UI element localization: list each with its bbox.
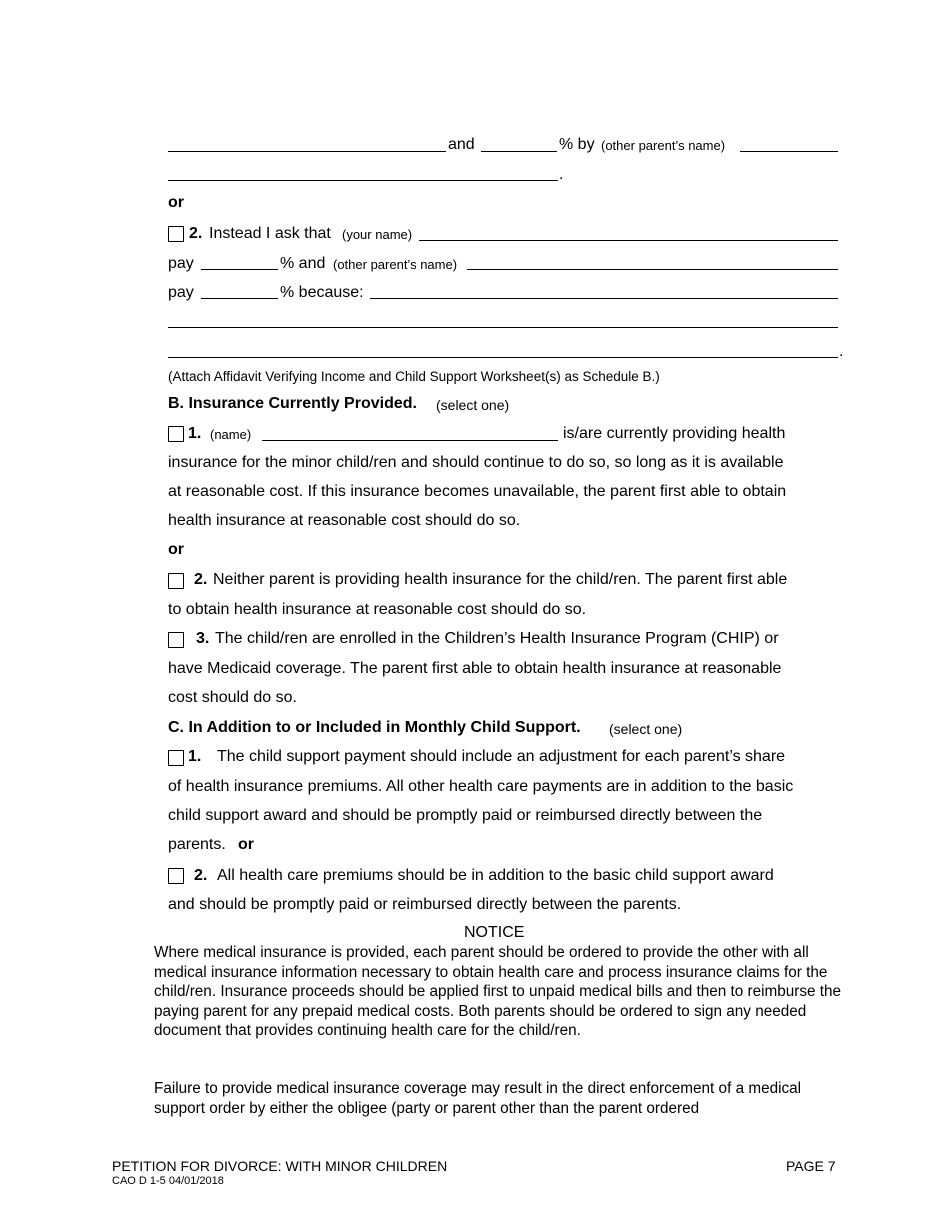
pay-label-2: pay xyxy=(168,284,194,301)
percent-blank-3[interactable] xyxy=(201,298,278,299)
section-c-option-2-number: 2. xyxy=(194,867,208,884)
other-parent-name-field[interactable] xyxy=(740,151,838,152)
other-parent-name-field-2[interactable] xyxy=(467,269,838,270)
instead-label: Instead I ask that xyxy=(209,225,331,242)
other-parent-name-label-2: (other parent’s name) xyxy=(333,257,458,272)
section-b-option-2-line-1: Neither parent is providing health insurance for the child/ren. The parent first able xyxy=(213,571,788,588)
percent-because-label: % because: xyxy=(280,284,364,301)
percent-blank-1[interactable] xyxy=(481,151,557,152)
or-label: or xyxy=(168,194,184,211)
section-b-option-1-text: is/are currently providing health xyxy=(563,425,786,442)
attach-note: (Attach Affidavit Verifying Income and Child Support Worksheet(s) as Schedule B.) xyxy=(168,369,660,384)
section-b-option-1-line-3: at reasonable cost. If this insurance becomes unavailable, the parent first able to obtain xyxy=(168,483,787,500)
section-c-option-1-line-3: child support award and should be promptly paid or reimbursed directly between the xyxy=(168,807,763,824)
section-c-select-note: (select one) xyxy=(609,721,683,737)
section-b-option-2-line-2: to obtain health insurance at reasonable cost should do so. xyxy=(168,601,587,618)
section-b-select-note: (select one) xyxy=(436,397,510,413)
section-b-option-3-line-2: have Medicaid coverage. The parent first able to obtain health insurance at reasonable xyxy=(168,660,782,677)
section-b-option-1-line-4: health insurance at reasonable cost should do so. xyxy=(168,512,521,529)
section-b-option-1-number: 1. xyxy=(188,425,202,442)
section-c-option-2-checkbox[interactable] xyxy=(168,868,184,884)
option-2-checkbox[interactable] xyxy=(168,226,184,242)
section-b-option-3-line-1: The child/ren are enrolled in the Children’s Health Insurance Program (CHIP) or xyxy=(215,630,779,647)
section-c-option-1-line-1: The child support payment should include an adjustment for each parent’s share xyxy=(217,748,786,765)
percent-and-label: % and xyxy=(280,255,326,272)
your-name-label: (your name) xyxy=(342,227,413,242)
section-b-option-1-line-2: insurance for the minor child/ren and should continue to do so, so long as it is available xyxy=(168,454,784,471)
section-b-name-field[interactable] xyxy=(262,440,558,441)
notice-paragraph-2: Failure to provide medical insurance coverage may result in the direct enforcement of a medical support order by either the obligee (party or parent other than the parent ordered xyxy=(154,1080,802,1117)
because-period: . xyxy=(839,343,844,360)
section-b-option-2-checkbox[interactable] xyxy=(168,573,184,589)
blank-line-1[interactable] xyxy=(168,151,446,152)
footer-page-number: PAGE 7 xyxy=(786,1158,836,1174)
section-c-or-label: or xyxy=(238,836,254,853)
section-b-option-2-number: 2. xyxy=(194,571,208,588)
percent-by-label: % by xyxy=(559,136,595,153)
because-field-2[interactable] xyxy=(168,327,838,328)
footer-form-id: CAO D 1-5 04/01/2018 xyxy=(112,1175,224,1187)
because-field-1[interactable] xyxy=(370,298,838,299)
section-c-option-1-number: 1. xyxy=(188,748,202,765)
section-c-option-2-line-2: and should be promptly paid or reimbursed directly between the parents. xyxy=(168,896,682,913)
option-2-number: 2. xyxy=(189,225,203,242)
blank-line-2[interactable] xyxy=(168,180,558,181)
section-c-option-1-line-4: parents. xyxy=(168,836,226,853)
section-b-option-1-checkbox[interactable] xyxy=(168,426,184,442)
section-b-name-label: (name) xyxy=(210,427,252,442)
other-parent-name-label: (other parent’s name) xyxy=(601,138,726,153)
section-c-option-1-line-2: of health insurance premiums. All other health care payments are in addition to the basic xyxy=(168,778,794,795)
and-label: and xyxy=(448,136,475,153)
section-b-or-label: or xyxy=(168,541,184,558)
pay-label-1: pay xyxy=(168,255,194,272)
percent-blank-2[interactable] xyxy=(201,269,278,270)
section-b-option-3-checkbox[interactable] xyxy=(168,632,184,648)
your-name-field[interactable] xyxy=(419,240,838,241)
notice-paragraph-1: Where medical insurance is provided, each parent should be ordered to provide the other with all medical insurance information necessary to obtain health care and process insurance claims for the child/ren. Insurance proceeds should be applied first to unpaid medical bills and then to reimburse the paying parent for any prepaid medical costs. Both parents should be ordered to sign any needed document that provides continuing health care for the child/ren. xyxy=(154,944,842,1039)
section-b-option-3-line-3: cost should do so. xyxy=(168,689,297,706)
section-c-heading: C. In Addition to or Included in Monthly Child Support. xyxy=(168,719,581,736)
section-c-option-2-line-1: All health care premiums should be in addition to the basic child support award xyxy=(217,867,774,884)
notice-title: NOTICE xyxy=(464,924,525,941)
because-field-3[interactable] xyxy=(168,357,838,358)
footer-title: PETITION FOR DIVORCE: WITH MINOR CHILDREN xyxy=(112,1158,448,1174)
section-b-option-3-number: 3. xyxy=(196,630,210,647)
period: . xyxy=(559,166,564,183)
section-b-heading: B. Insurance Currently Provided. xyxy=(168,395,417,412)
section-c-option-1-checkbox[interactable] xyxy=(168,750,184,766)
